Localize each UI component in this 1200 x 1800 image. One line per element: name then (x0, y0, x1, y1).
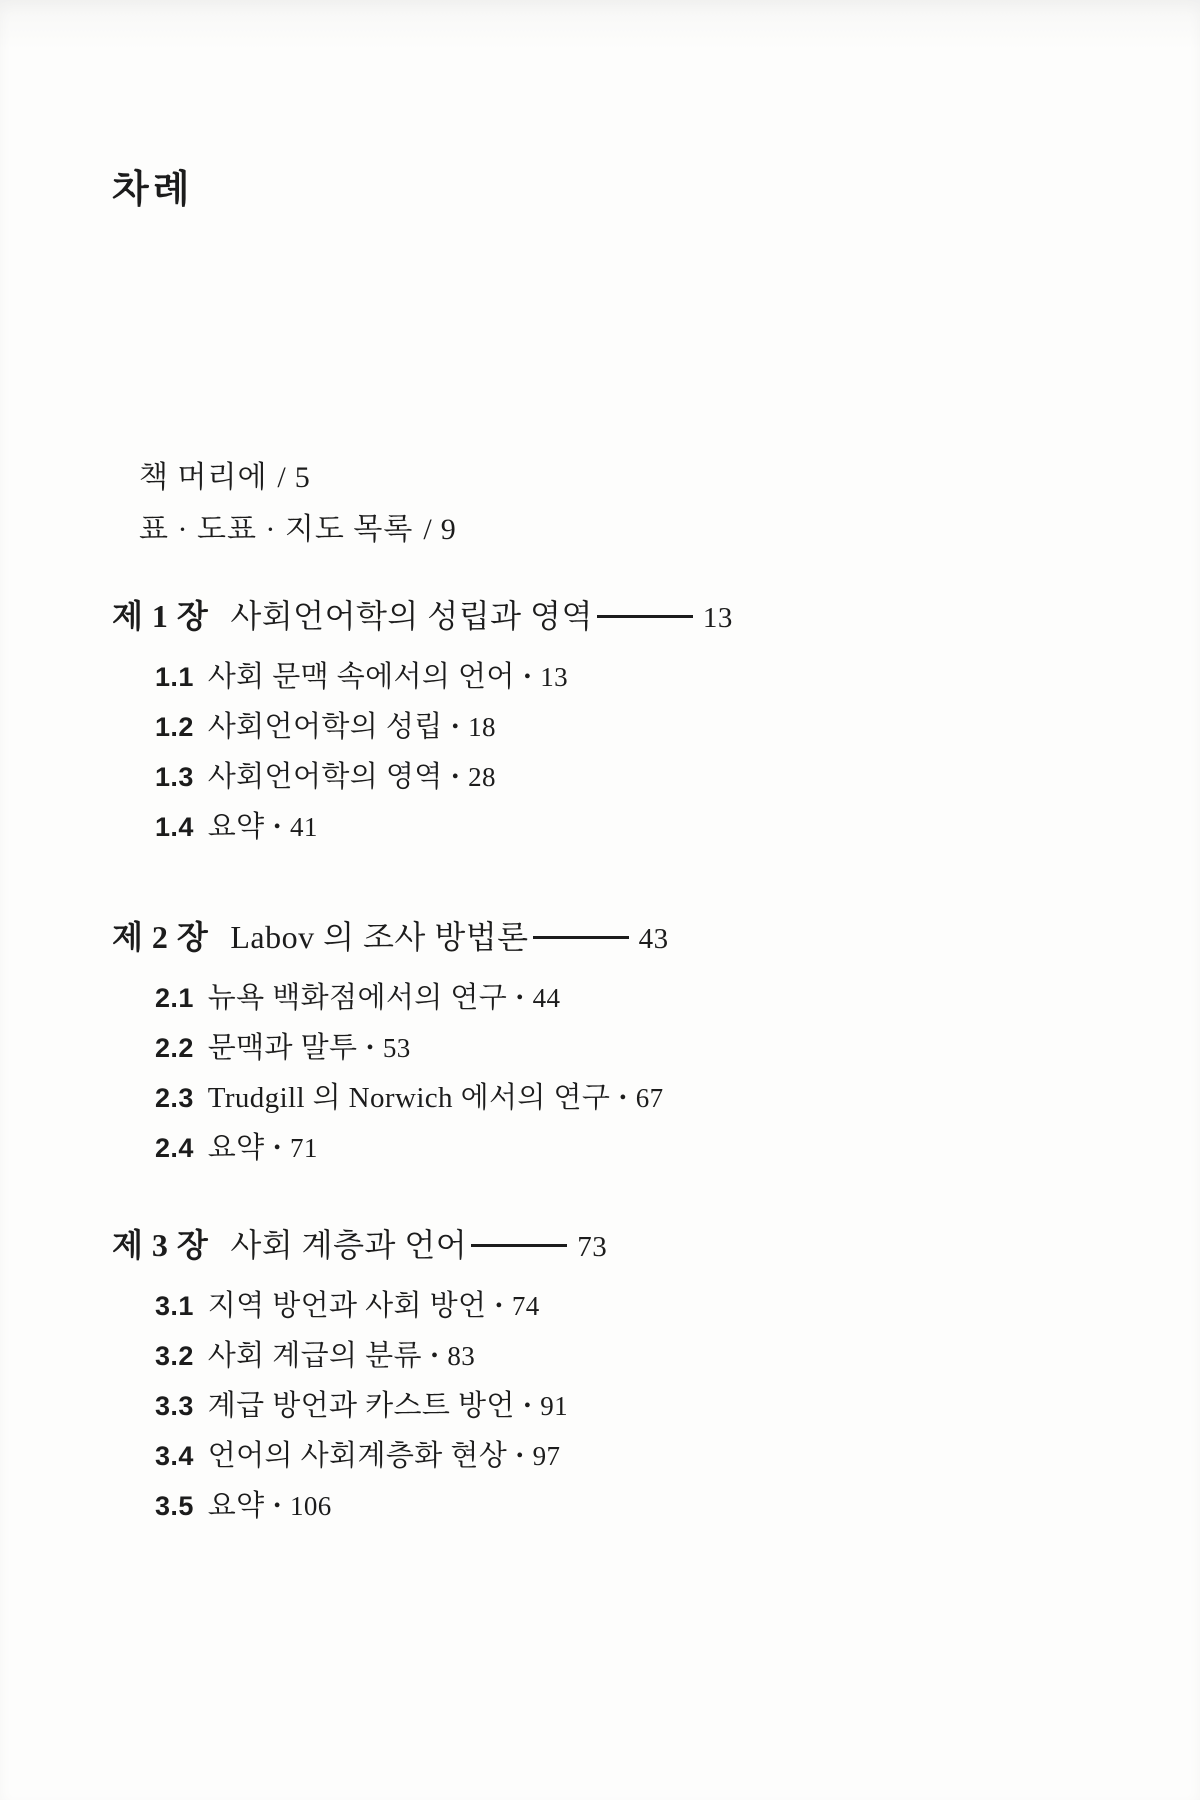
section-title: 문맥과 말투 (207, 1032, 358, 1064)
front-matter-label: 책 머리에 (139, 461, 268, 494)
slash-separator: / (423, 513, 433, 546)
bullet-separator: • (366, 1037, 374, 1059)
section-number: 1.4 (155, 812, 194, 842)
bullet-separator: • (516, 1445, 524, 1467)
section-page-number: 18 (468, 712, 496, 742)
bullet-separator: • (451, 716, 460, 738)
front-matter-item (139, 452, 457, 504)
toc-entry (155, 1281, 607, 1331)
toc-entry (155, 1123, 669, 1173)
section-number: 2.4 (155, 1133, 194, 1163)
section-page-number: 53 (382, 1033, 411, 1063)
chapter-title: 사회 계층과 언어 (230, 1227, 468, 1263)
toc-entry (155, 1381, 607, 1431)
toc-chapter-1-sections (155, 652, 733, 852)
section-number: 3.4 (155, 1441, 194, 1471)
section-number: 1.1 (155, 662, 194, 692)
scan-shadow (0, 0, 1200, 50)
chapter-number-label: 제 3 장 (112, 1227, 209, 1263)
bullet-separator: • (516, 987, 524, 1009)
section-title: 언어의 사회계층화 현상 (207, 1440, 508, 1472)
section-page-number: 97 (532, 1441, 561, 1471)
bullet-separator: • (523, 1395, 532, 1417)
bullet-separator: • (273, 816, 281, 838)
front-matter-page: 9 (440, 513, 457, 546)
toc-chapter-3-sections (155, 1281, 607, 1531)
section-page-number: 13 (540, 662, 569, 692)
leader-line (597, 615, 693, 618)
toc-entry (155, 1331, 607, 1381)
section-title: 사회 계급의 분류 (207, 1340, 422, 1372)
section-page-number: 41 (289, 812, 318, 842)
toc-chapter-3-heading (112, 1221, 607, 1271)
section-title: 계급 방언과 카스트 방언 (207, 1390, 515, 1422)
section-title: 사회 문맥 속에서의 언어 (207, 661, 515, 693)
toc-entry (155, 652, 733, 702)
section-page-number: 106 (289, 1491, 332, 1521)
section-title: 사회언어학의 성립 (207, 711, 443, 743)
toc-chapter-2-sections (155, 973, 669, 1173)
toc-entry (155, 1023, 669, 1073)
toc-entry (155, 702, 733, 752)
chapter-title: Labov 의 조사 방법론 (230, 919, 529, 955)
chapter-page-number: 13 (702, 602, 733, 634)
leader-line (533, 936, 629, 939)
bullet-separator: • (451, 766, 460, 788)
section-title: 뉴욕 백화점에서의 연구 (207, 982, 508, 1014)
page-title: 차례 (112, 169, 194, 211)
slash-separator: / (277, 461, 287, 494)
toc-chapter-2 (112, 913, 669, 1173)
bullet-separator: • (523, 666, 532, 688)
toc-chapter-2-heading (112, 913, 669, 963)
section-number: 3.3 (155, 1391, 194, 1421)
section-page-number: 91 (540, 1391, 569, 1421)
toc-chapter-1 (112, 592, 733, 852)
section-page-number: 67 (635, 1083, 664, 1113)
section-number: 1.3 (155, 762, 194, 792)
section-title: 요약 (207, 1132, 265, 1164)
toc-entry (155, 1481, 607, 1531)
section-page-number: 74 (511, 1291, 540, 1321)
section-number: 2.3 (155, 1083, 194, 1113)
front-matter-list (139, 452, 457, 556)
section-page-number: 44 (532, 983, 561, 1013)
bullet-separator: • (430, 1345, 439, 1367)
section-title: 사회언어학의 영역 (207, 761, 443, 793)
leader-line (471, 1244, 567, 1247)
section-title: 지역 방언과 사회 방언 (207, 1290, 487, 1322)
front-matter-item (139, 504, 457, 556)
bullet-separator: • (495, 1295, 503, 1317)
chapter-title: 사회언어학의 성립과 영역 (230, 598, 593, 634)
section-number: 3.1 (155, 1291, 194, 1321)
section-number: 2.1 (155, 983, 194, 1013)
section-number: 3.5 (155, 1491, 194, 1521)
toc-entry (155, 1431, 607, 1481)
section-number: 3.2 (155, 1341, 194, 1371)
bullet-separator: • (273, 1495, 281, 1517)
section-number: 1.2 (155, 712, 194, 742)
section-page-number: 28 (468, 762, 496, 792)
section-title: 요약 (207, 1490, 265, 1522)
front-matter-label: 표 · 도표 · 지도 목록 (139, 513, 414, 546)
chapter-number-label: 제 1 장 (112, 598, 209, 634)
section-title: 요약 (207, 811, 265, 843)
toc-entry (155, 973, 669, 1023)
toc-entry (155, 752, 733, 802)
toc-entry (155, 802, 733, 852)
section-page-number: 71 (289, 1133, 318, 1163)
chapter-number-label: 제 2 장 (112, 919, 209, 955)
section-title: Trudgill 의 Norwich 에서의 연구 (207, 1082, 611, 1114)
toc-entry (155, 1073, 669, 1123)
toc-chapter-3 (112, 1221, 607, 1531)
toc-chapter-1-heading (112, 592, 733, 642)
chapter-page-number: 43 (638, 923, 669, 955)
section-page-number: 83 (447, 1341, 476, 1371)
front-matter-page: 5 (294, 461, 311, 494)
bullet-separator: • (619, 1087, 627, 1109)
bullet-separator: • (273, 1137, 281, 1159)
section-number: 2.2 (155, 1033, 194, 1063)
chapter-page-number: 73 (577, 1231, 608, 1263)
